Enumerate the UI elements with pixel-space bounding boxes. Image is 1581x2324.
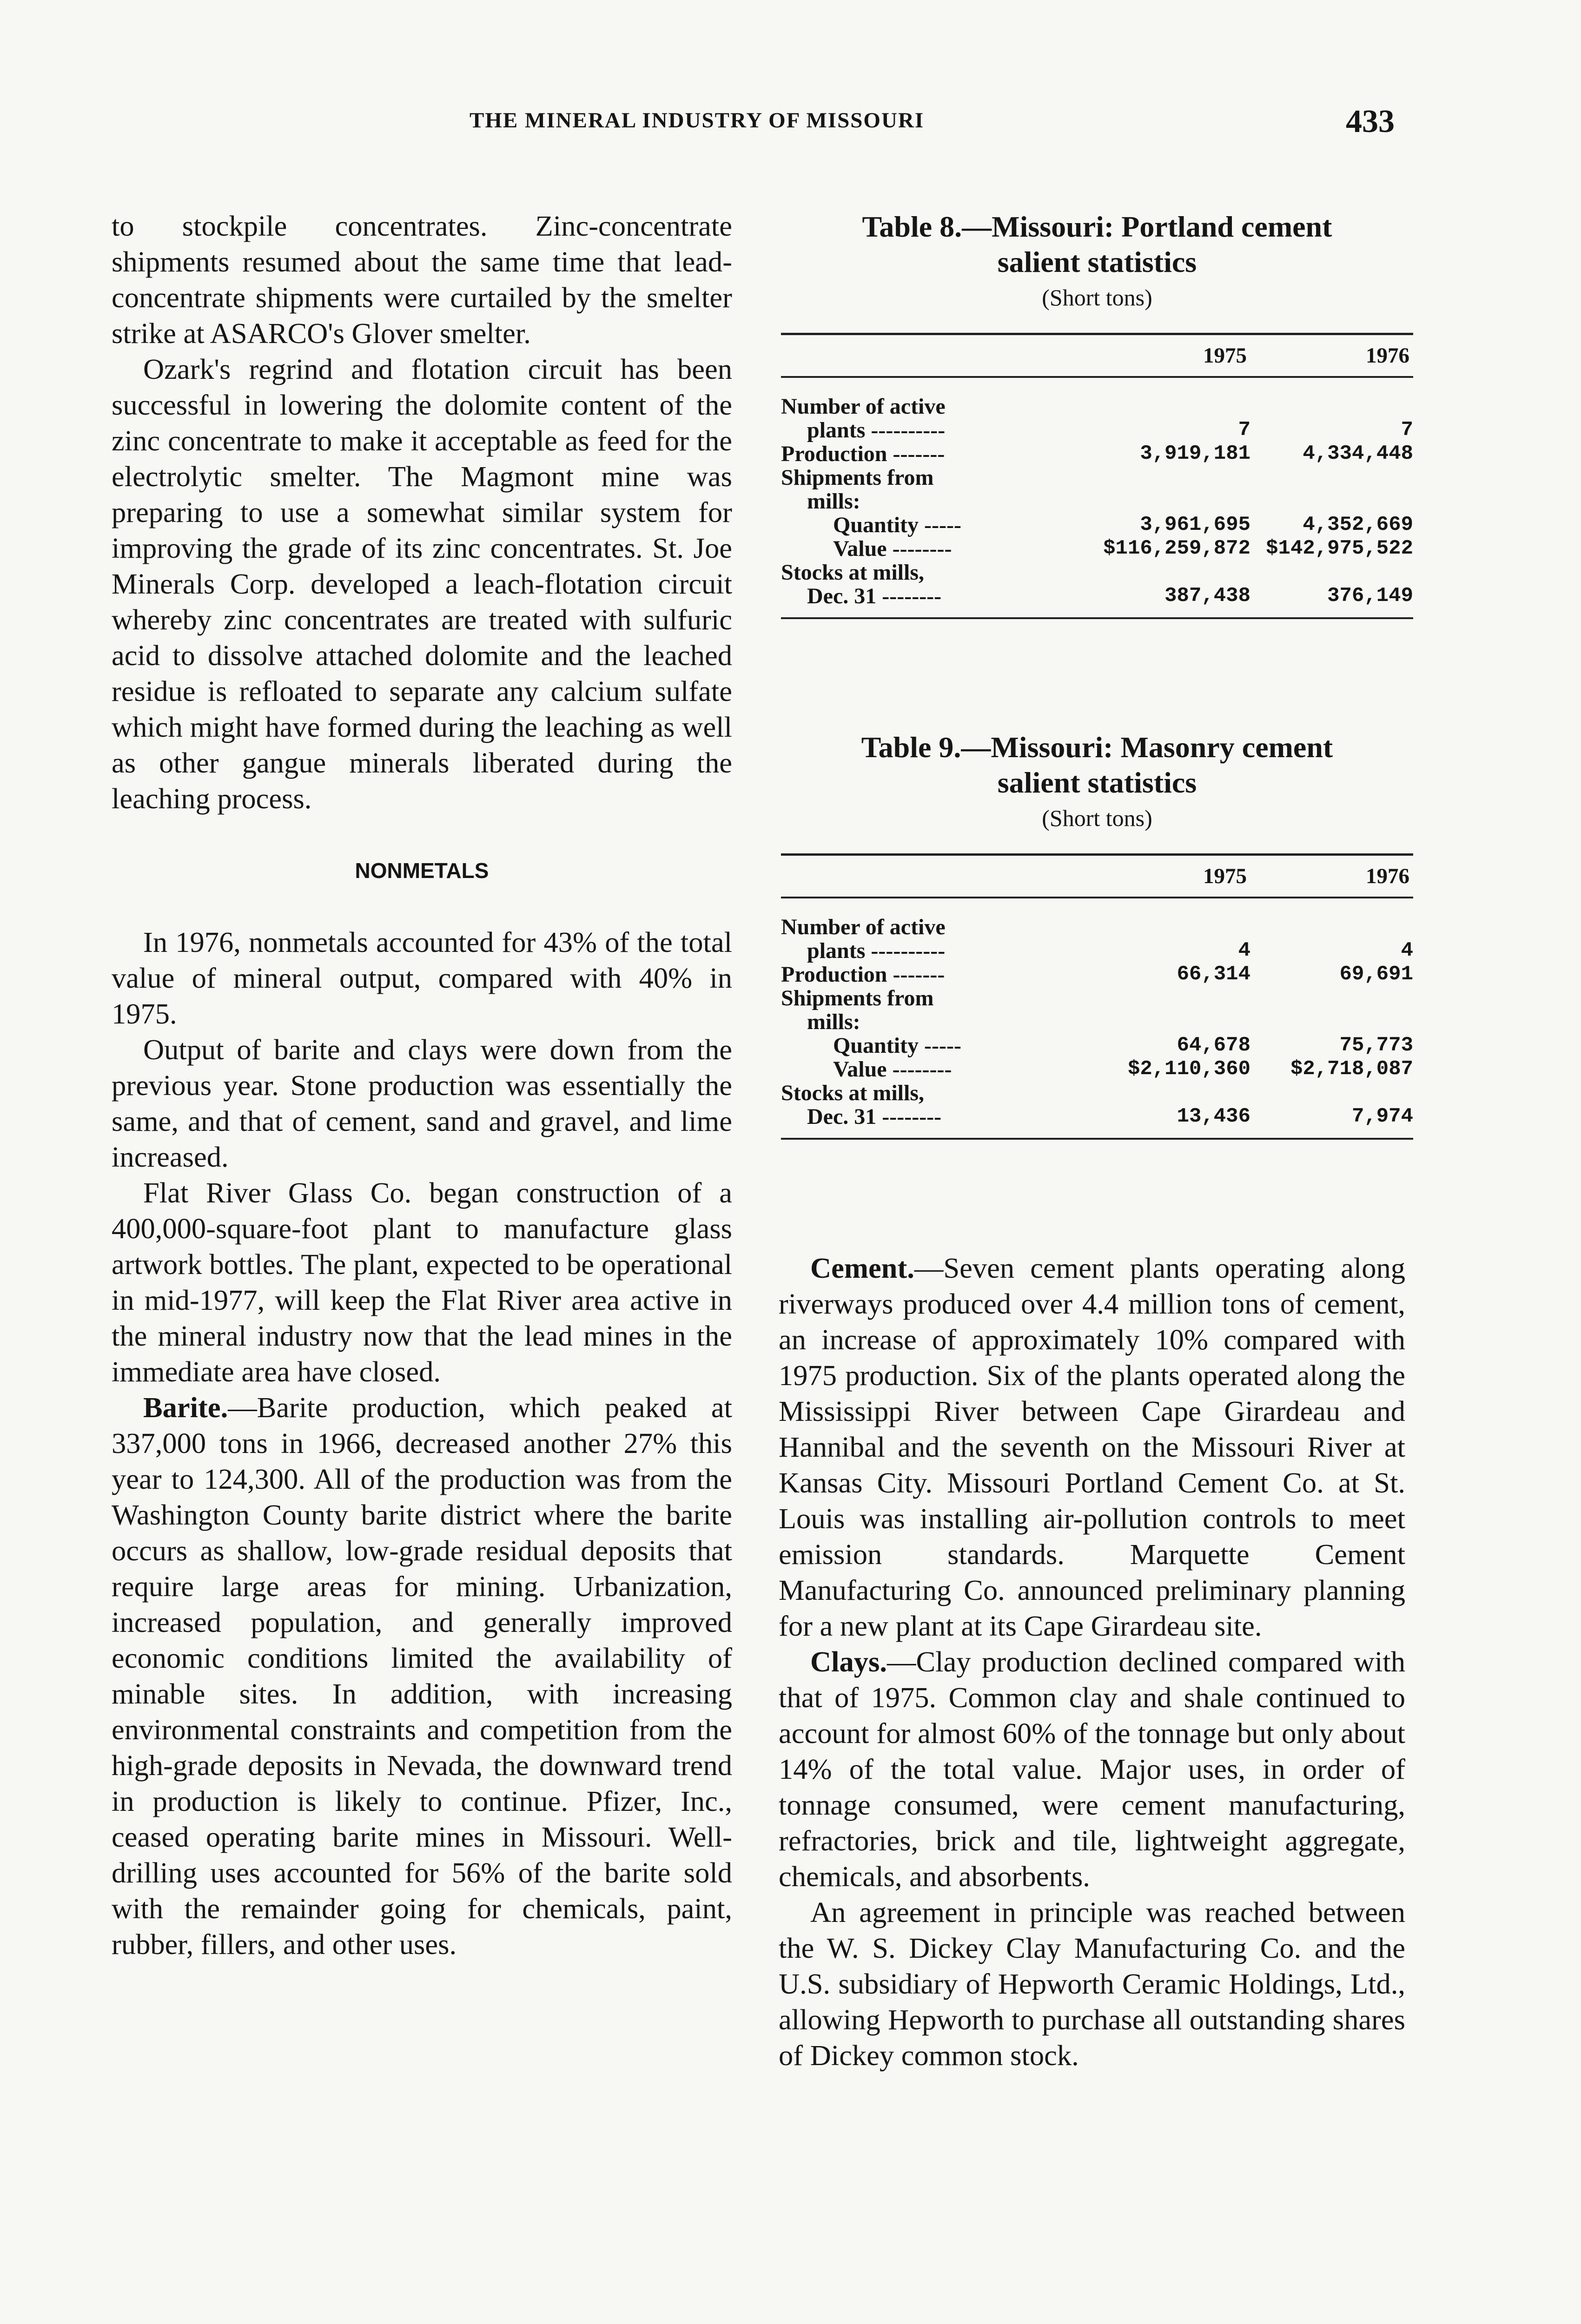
- cell-1976: 4,352,669: [1303, 513, 1413, 536]
- table-unit: (Short tons): [1042, 284, 1152, 310]
- row-label: plants ----------: [807, 418, 946, 442]
- cell-1976: 4,334,448: [1303, 442, 1413, 465]
- row-label: Number of active: [781, 915, 946, 939]
- paragraph-output-changes: Output of barite and clays were down from the previous year. Stone production was essentially the same, and that of cement, sand and gravel, and lime increased.: [112, 1033, 732, 1173]
- cell-1976: $142,975,522: [1266, 537, 1413, 560]
- table-row: [781, 1105, 1413, 1129]
- table-row: [781, 513, 1413, 537]
- row-label: Number of active: [781, 394, 946, 419]
- row-label: Production -------: [781, 442, 945, 466]
- running-header: THE MINERAL INDUSTRY OF MISSOURI: [470, 108, 925, 132]
- barite-text: —Barite production, which peaked at 337,000 tons in 1966, decreased another 27% this year to 124,300. All of the production was from the Washington County barite district where the barite occurs as shallow, low-grade residual deposits that require large areas for mining. Urbanization, increased population, and generally improved economic conditions limited the availability of minable sites. In addition, with increasing environmental constraints and competition from the high-grade deposits in Nevada, the downward trend in production is likely to continue. Pfizer, Inc., ceased operating barite mines in Missouri. Well-drilling uses accounted for 56% of the barite sold with the remainder going for chemicals, paint, rubber, fillers, and other uses.: [112, 1391, 732, 1961]
- column-header-1976: 1976: [1366, 343, 1409, 368]
- cell-1975: $116,259,872: [1103, 537, 1250, 560]
- cell-1975: 3,961,695: [1140, 513, 1250, 536]
- cell-1975: 64,678: [1177, 1034, 1250, 1057]
- page-number: 433: [1346, 104, 1395, 139]
- table-row: [781, 442, 1413, 466]
- cell-1975: 3,919,181: [1140, 442, 1250, 465]
- row-label: Production -------: [781, 962, 945, 987]
- table-row: [781, 963, 1413, 986]
- table-title: Table 8.—Missouri: Portland cement: [862, 210, 1332, 243]
- table-body: [781, 378, 1413, 619]
- table-row: [781, 584, 1413, 608]
- run-in-heading-barite: Barite.: [143, 1391, 228, 1424]
- paragraph-cement: [779, 1250, 1405, 1644]
- paragraph-dickey-agreement: An agreement in principle was reached between the W. S. Dickey Clay Manufacturing Co. and the U.S. subsidiary of Hepworth Ceramic Holdings, Ltd., allowing Hepworth to purchase all outstanding shares of Dickey common stock.: [779, 1896, 1405, 2072]
- row-label: Value --------: [833, 536, 952, 561]
- cell-1975: 4: [1238, 939, 1250, 962]
- left-column: [112, 208, 732, 1962]
- cement-text: —Seven cement plants operating along riverways produced over 4.4 million tons of cement, an increase of approximately 10% compared with 1975 production. Six of the plants operated along the Mississippi River between Cape Girardeau and Hannibal and the seventh on the Missouri River at Kansas City. Missouri Portland Cement Co. at St. Louis was installing air-pollution controls to meet emission standards. Marquette Cement Manufacturing Co. announced preliminary planning for a new plant at its Cape Girardeau site.: [779, 1252, 1405, 1642]
- clays-text: —Clay production declined compared with that of 1975. Common clay and shale continued to account for almost 60% of the tonnage but only about 14% of the total value. Major uses, in order of tonnage consumed, were cement manufacturing, refractories, brick and tile, lightweight aggregate, chemicals, and absorbents.: [779, 1645, 1405, 1893]
- table-row: [781, 915, 1413, 939]
- table-row: [781, 537, 1413, 561]
- row-label: Stocks at mills,: [781, 1081, 925, 1105]
- cell-1976: $2,718,087: [1290, 1057, 1413, 1081]
- cell-1975: 7: [1238, 418, 1250, 442]
- run-in-heading-cement: Cement.: [810, 1252, 914, 1284]
- table-title-line2: salient statistics: [997, 245, 1197, 278]
- paragraph-nonmetals-share: In 1976, nonmetals accounted for 43% of the total value of mineral output, compared with 40% in 1975.: [112, 926, 732, 1030]
- table-title-line2: salient statistics: [997, 766, 1197, 799]
- cell-1976: 4: [1401, 939, 1413, 962]
- cell-1976: 69,691: [1339, 963, 1413, 986]
- row-label: Stocks at mills,: [781, 560, 925, 585]
- table-row: [781, 1081, 1413, 1105]
- table-title: Table 9.—Missouri: Masonry cement: [861, 731, 1333, 764]
- table-body: [781, 898, 1413, 1140]
- row-label: mills:: [807, 1010, 860, 1034]
- table-row: [781, 939, 1413, 963]
- table-row: [781, 1010, 1413, 1034]
- cell-1975: $2,110,360: [1127, 1057, 1250, 1081]
- table-header-row: [781, 335, 1413, 378]
- table-row: [781, 418, 1413, 442]
- row-label: plants ----------: [807, 938, 946, 963]
- column-header-1975: 1975: [1203, 864, 1247, 888]
- cell-1976: 376,149: [1327, 584, 1413, 607]
- row-label: Value --------: [833, 1057, 952, 1082]
- table-9-masonry-cement: [781, 730, 1413, 1140]
- paragraph-barite: [112, 1390, 732, 1962]
- right-column: [779, 1250, 1405, 2073]
- column-header-1975: 1975: [1203, 343, 1247, 368]
- paragraph-clays: [779, 1644, 1405, 1895]
- row-label: Shipments from: [781, 986, 934, 1010]
- row-label: Dec. 31 --------: [807, 584, 942, 608]
- row-label: Quantity -----: [833, 1033, 961, 1058]
- table-header-row: [781, 856, 1413, 898]
- column-header-1976: 1976: [1366, 864, 1409, 888]
- cell-1976: 75,773: [1339, 1034, 1413, 1057]
- cell-1975: 387,438: [1164, 584, 1250, 607]
- paragraph-zinc-shipments: to stockpile concentrates. Zinc-concentrate shipments resumed about the same time that lead-concentrate shipments were curtailed by the smelter strike at ASARCO's Glover smelter.: [112, 210, 732, 350]
- row-label: mills:: [807, 489, 860, 514]
- cell-1975: 13,436: [1177, 1105, 1250, 1128]
- table-row: [781, 1057, 1413, 1081]
- table-row: [781, 466, 1413, 489]
- table-row: [781, 561, 1413, 584]
- row-label: Shipments from: [781, 465, 934, 490]
- row-label: Dec. 31 --------: [807, 1104, 942, 1129]
- cell-1976: 7: [1401, 418, 1413, 442]
- table-row: [781, 1034, 1413, 1057]
- paragraph-flat-river-glass: Flat River Glass Co. began construction of a 400,000-square-foot plant to manufacture glass artwork bottles. The plant, expected to be operational in mid-1977, will keep the Flat River area active in the mineral industry now that the lead mines in the immediate area have closed.: [112, 1176, 732, 1388]
- cell-1976: 7,974: [1351, 1105, 1413, 1128]
- table-row: [781, 395, 1413, 418]
- table-row: [781, 986, 1413, 1010]
- section-heading-nonmetals: NONMETALS: [355, 858, 489, 883]
- table-row: [781, 489, 1413, 513]
- table-8-portland-cement: [781, 209, 1413, 619]
- run-in-heading-clays: Clays.: [810, 1645, 887, 1678]
- row-label: Quantity -----: [833, 513, 961, 537]
- cell-1975: 66,314: [1177, 963, 1250, 986]
- paragraph-ozark-regrind: Ozark's regrind and flotation circuit has been successful in lowering the dolomite content of the zinc concentrate to make it acceptable as feed for the electrolytic smelter. The Magmont mine was preparing to use a somewhat similar system for improving the grade of its zinc concentrates. St. Joe Minerals Corp. developed a leach-flotation circuit whereby zinc concentrates are treated with sulfuric acid to dissolve attached dolomite and the leached residue is refloated to separate any calcium sulfate which might have formed during the leaching as well as other gangue minerals liberated during the leaching process.: [112, 353, 732, 815]
- table-unit: (Short tons): [1042, 805, 1152, 831]
